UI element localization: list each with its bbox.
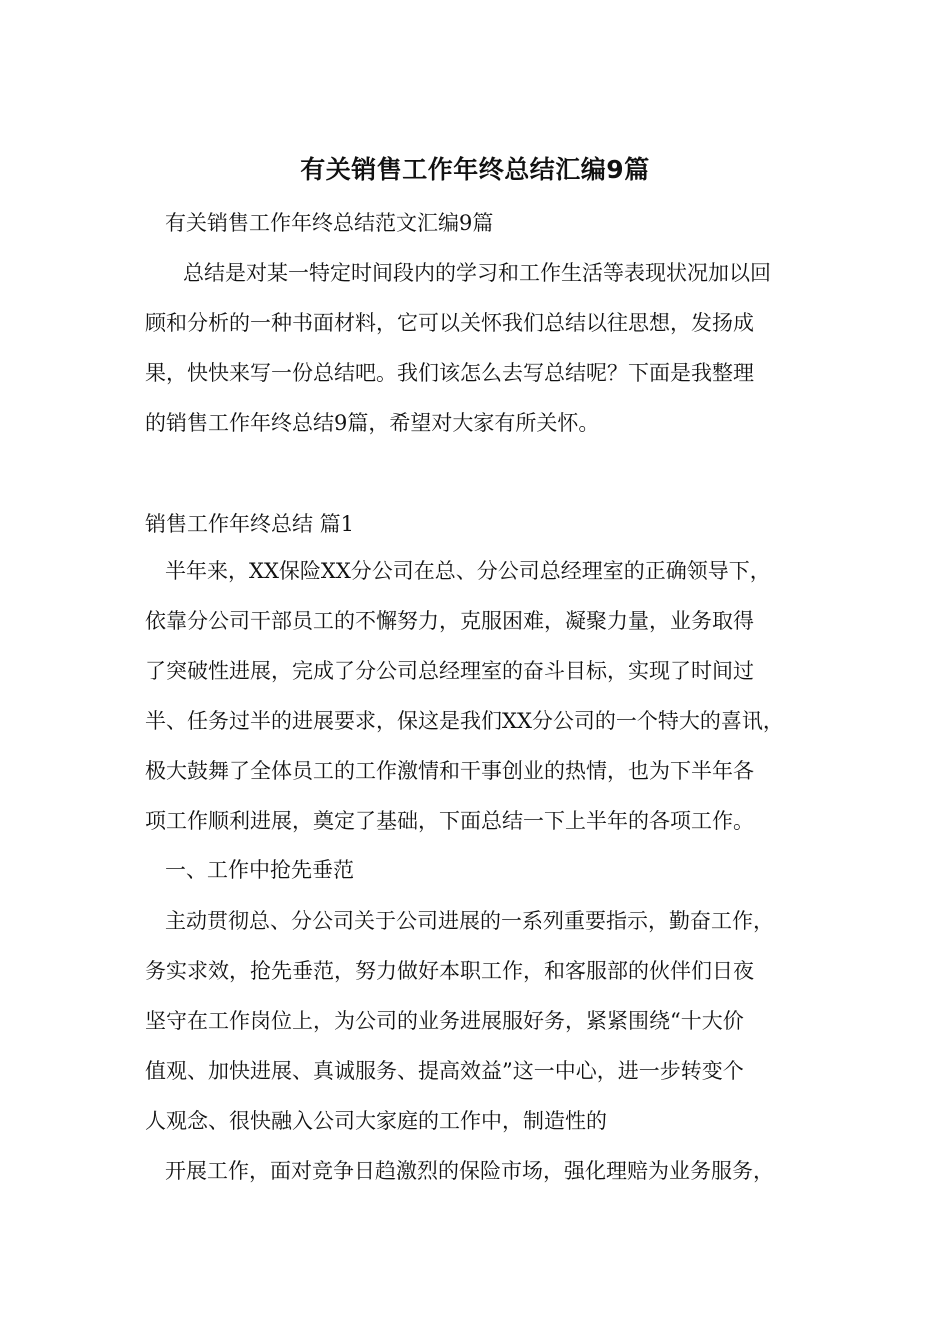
body-line: 坚守在工作岗位上，为公司的业务进展服好务，紧紧围绕“十大价 xyxy=(145,1009,744,1033)
body-line: 人观念、很快融入公司大家庭的工作中，制造性的 xyxy=(145,1109,607,1133)
intro-paragraph xyxy=(145,248,825,448)
section-paragraph xyxy=(145,546,825,846)
closing-paragraph xyxy=(145,1146,825,1196)
document-subtitle: 有关销售工作年终总结范文汇编9篇 xyxy=(165,211,494,235)
sub-heading: 一、工作中抢先垂范 xyxy=(165,858,354,882)
intro-line: 果，快快来写一份总结吧。我们该怎么去写总结呢？下面是我整理 xyxy=(145,361,754,385)
section-line: 项工作顺利进展，奠定了基础，下面总结一下上半年的各项工作。 xyxy=(145,809,754,833)
section-line: 半、任务过半的进展要求，保这是我们XX分公司的一个特大的喜讯， xyxy=(145,709,784,733)
intro-line: 的销售工作年终总结9篇，希望对大家有所关怀。 xyxy=(145,411,600,435)
section-line: 半年来，XX保险XX分公司在总、分公司总经理室的正确领导下， xyxy=(165,559,771,583)
section-line: 依靠分公司干部员工的不懈努力，克服困难，凝聚力量，业务取得 xyxy=(145,609,754,633)
section-line: 了突破性进展，完成了分公司总经理室的奋斗目标，实现了时间过 xyxy=(145,659,754,683)
intro-line: 总结是对某一特定时间段内的学习和工作生活等表现状况加以回 xyxy=(183,261,771,285)
body-line: 务实求效，抢先垂范，努力做好本职工作，和客服部的伙伴们日夜 xyxy=(145,959,754,983)
intro-line: 顾和分析的一种书面材料，它可以关怀我们总结以往思想，发扬成 xyxy=(145,311,754,335)
body-line: 值观、加快进展、真诚服务、提高效益”这一中心，进一步转变个 xyxy=(145,1059,744,1083)
section-heading: 销售工作年终总结 篇1 xyxy=(145,512,355,536)
closing-line: 开展工作，面对竞争日趋激烈的保险市场，强化理赔为业务服务， xyxy=(165,1159,774,1183)
document-title: 有关销售工作年终总结汇编9篇 xyxy=(300,155,650,184)
body-line: 主动贯彻总、分公司关于公司进展的一系列重要指示，勤奋工作， xyxy=(165,909,774,933)
body-paragraph xyxy=(145,896,825,1146)
section-line: 极大鼓舞了全体员工的工作激情和干事创业的热情，也为下半年各 xyxy=(145,759,754,783)
